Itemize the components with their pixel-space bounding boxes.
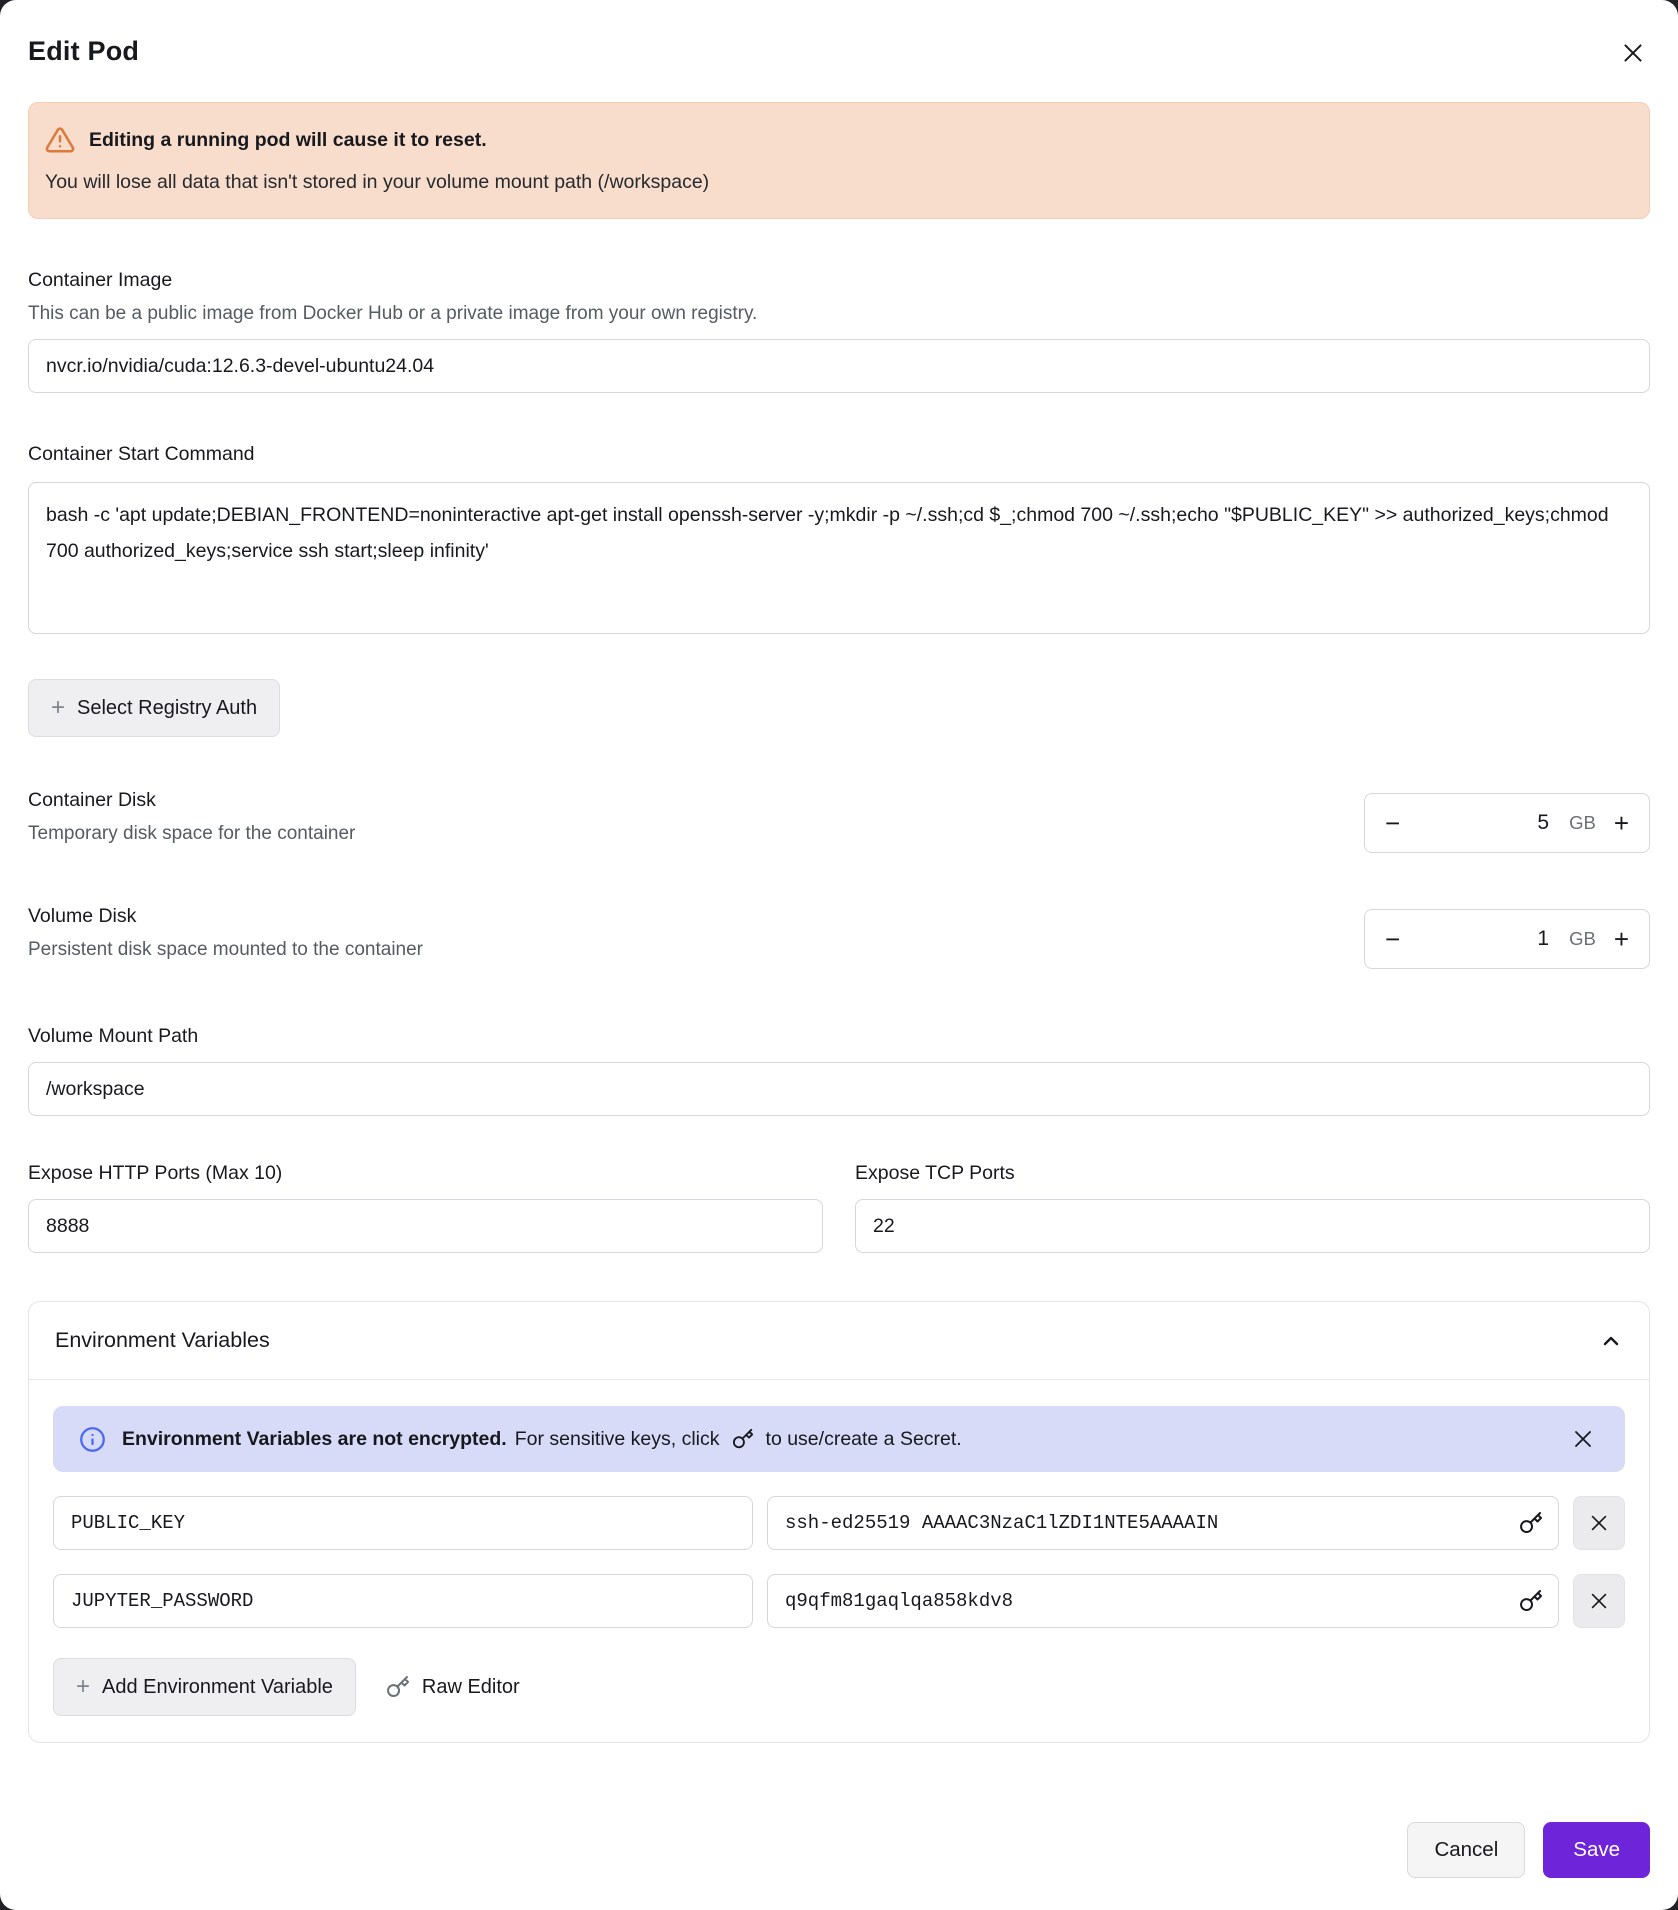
env-variable-row: [53, 1574, 1625, 1628]
warning-title: Editing a running pod will cause it to reset.: [89, 128, 487, 151]
warning-body: You will lose all data that isn't stored in your volume mount path (/workspace): [45, 171, 710, 193]
key-icon[interactable]: [1519, 1511, 1543, 1535]
plus-icon: +: [76, 1673, 91, 1700]
container-image-section: [28, 269, 1650, 393]
warning-icon: [45, 125, 75, 155]
volume-mount-path-section: [28, 1025, 1650, 1116]
volume-mount-path-label: Volume Mount Path: [28, 1025, 199, 1047]
container-disk-increment-button[interactable]: [1614, 810, 1629, 836]
select-registry-auth-label: Select Registry Auth: [77, 696, 258, 719]
cancel-button[interactable]: Cancel: [1407, 1822, 1525, 1878]
key-icon: [732, 1428, 754, 1450]
env-remove-button[interactable]: [1573, 1574, 1625, 1628]
start-command-textarea[interactable]: [28, 482, 1650, 634]
page-title: Edit Pod: [28, 36, 140, 66]
save-button[interactable]: Save: [1543, 1822, 1650, 1878]
environment-variables-title: Environment Variables: [55, 1328, 270, 1352]
select-registry-auth-button[interactable]: [28, 679, 280, 737]
tcp-ports-label: Expose TCP Ports: [855, 1162, 1015, 1184]
env-value-field: [767, 1496, 1559, 1550]
info-icon: [79, 1426, 106, 1453]
env-variable-row: [53, 1496, 1625, 1550]
http-ports-label: Expose HTTP Ports (Max 10): [28, 1162, 283, 1184]
minus-icon: −: [1385, 924, 1401, 954]
add-environment-variable-button[interactable]: [53, 1658, 356, 1716]
start-command-section: [28, 443, 1650, 639]
container-image-description: This can be a public image from Docker Hub or a private image from your own registry.: [28, 303, 758, 324]
container-disk-label: Container Disk: [28, 789, 156, 811]
env-notice-banner: [53, 1406, 1625, 1472]
close-icon: [1588, 1512, 1610, 1534]
env-value-input[interactable]: [767, 1574, 1559, 1628]
key-icon: [386, 1675, 410, 1699]
plus-icon: +: [51, 694, 66, 721]
volume-disk-unit: GB: [1569, 928, 1596, 949]
container-disk-section: [28, 789, 1650, 853]
http-ports-input[interactable]: [28, 1199, 823, 1253]
env-notice-bold: Environment Variables are not encrypted.: [122, 1427, 507, 1450]
raw-editor-button[interactable]: [386, 1675, 520, 1699]
warning-banner: [28, 102, 1650, 219]
env-notice-mid: For sensitive keys, click: [514, 1427, 720, 1450]
volume-disk-increment-button[interactable]: [1614, 926, 1629, 952]
environment-variables-header[interactable]: [29, 1302, 1649, 1379]
add-environment-variable-label: Add Environment Variable: [102, 1675, 333, 1698]
plus-icon: +: [1613, 924, 1629, 954]
container-disk-description: Temporary disk space for the container: [28, 823, 356, 844]
env-remove-button[interactable]: [1573, 1496, 1625, 1550]
container-disk-stepper: [1364, 793, 1650, 853]
dialog-header: [28, 36, 1650, 70]
close-icon: [1620, 40, 1646, 66]
volume-disk-decrement-button[interactable]: [1385, 926, 1400, 952]
minus-icon: −: [1385, 808, 1401, 838]
dialog-footer: [28, 1822, 1650, 1882]
container-disk-unit: GB: [1569, 812, 1596, 833]
container-image-label: Container Image: [28, 269, 173, 291]
env-notice-tail: to use/create a Secret.: [765, 1427, 962, 1450]
volume-disk-description: Persistent disk space mounted to the container: [28, 939, 424, 960]
environment-variables-body: [29, 1379, 1649, 1742]
start-command-label: Container Start Command: [28, 443, 255, 465]
env-key-input[interactable]: [53, 1574, 753, 1628]
env-value-input[interactable]: [767, 1496, 1559, 1550]
volume-mount-path-input[interactable]: [28, 1062, 1650, 1116]
container-disk-decrement-button[interactable]: [1385, 810, 1400, 836]
volume-disk-section: [28, 905, 1650, 969]
volume-disk-stepper: [1364, 909, 1650, 969]
container-image-input[interactable]: [28, 339, 1650, 393]
chevron-up-icon[interactable]: [1599, 1329, 1623, 1353]
plus-icon: +: [1613, 808, 1629, 838]
environment-variables-card: [28, 1301, 1650, 1743]
env-notice-close-button[interactable]: [1567, 1423, 1599, 1455]
volume-disk-label: Volume Disk: [28, 905, 137, 927]
close-icon: [1588, 1590, 1610, 1612]
close-button[interactable]: [1616, 36, 1650, 70]
tcp-ports-input[interactable]: [855, 1199, 1650, 1253]
raw-editor-label: Raw Editor: [421, 1675, 520, 1698]
close-icon: [1571, 1427, 1595, 1451]
env-value-field: [767, 1574, 1559, 1628]
volume-disk-value[interactable]: 1: [1537, 927, 1550, 950]
key-icon[interactable]: [1519, 1589, 1543, 1613]
env-key-input[interactable]: [53, 1496, 753, 1550]
env-actions: [53, 1658, 1625, 1716]
ports-section: [28, 1162, 1650, 1253]
container-disk-value[interactable]: 5: [1537, 811, 1550, 834]
